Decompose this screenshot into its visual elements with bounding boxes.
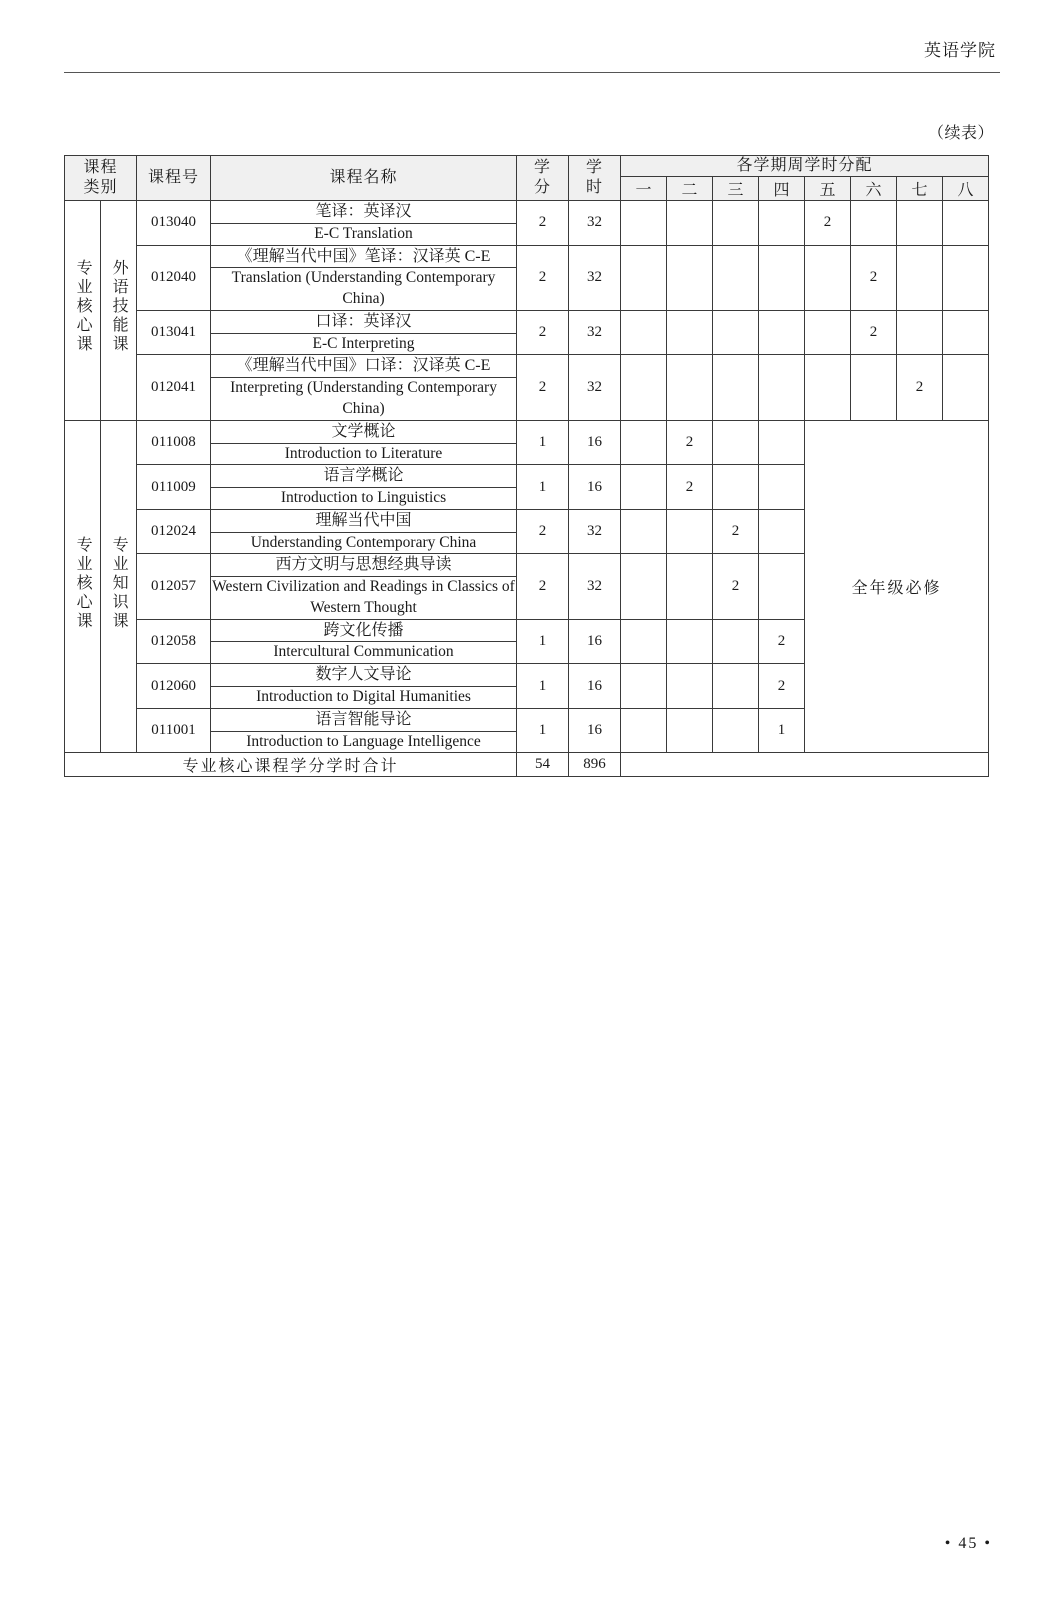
course-term-8 [943, 245, 989, 310]
course-hours: 32 [569, 310, 621, 355]
header-category [65, 156, 137, 201]
course-term-2 [667, 619, 713, 664]
course-hours: 32 [569, 355, 621, 420]
course-term-7 [897, 201, 943, 246]
course-term-1 [621, 554, 667, 619]
header-credit-line1: 学 [534, 159, 552, 176]
course-term-6: 2 [851, 310, 897, 355]
course-credit: 1 [517, 619, 569, 664]
course-term-1 [621, 355, 667, 420]
course-code: 011008 [137, 420, 211, 465]
course-term-3 [713, 619, 759, 664]
course-name-en: Introduction to Literature [211, 443, 517, 465]
course-term-2 [667, 355, 713, 420]
course-term-1 [621, 465, 667, 510]
course-name-en: Introduction to Language Intelligence [211, 731, 517, 753]
course-term-4 [759, 554, 805, 619]
course-term-5 [805, 355, 851, 420]
table-row [65, 201, 989, 224]
course-credit: 2 [517, 201, 569, 246]
course-code: 011009 [137, 465, 211, 510]
continued-table-label: （续表） [927, 125, 994, 142]
group-merged-note: 全年级必修 [805, 420, 989, 753]
course-name-cn: 文学概论 [211, 420, 517, 443]
course-name-cn: 口译：英译汉 [211, 310, 517, 333]
course-name-en: Intercultural Communication [211, 642, 517, 664]
header-hours-line2: 时 [586, 179, 604, 196]
course-term-3 [713, 708, 759, 753]
course-term-1 [621, 420, 667, 465]
course-code: 012058 [137, 619, 211, 664]
course-term-1 [621, 664, 667, 709]
course-term-5 [805, 245, 851, 310]
course-name-en: Introduction to Linguistics [211, 488, 517, 510]
course-term-7 [897, 245, 943, 310]
course-term-8 [943, 310, 989, 355]
course-term-3: 2 [713, 554, 759, 619]
header-course-code: 课程号 [137, 156, 211, 201]
course-name-cn: 《理解当代中国》口译：汉译英 C-E [211, 355, 517, 378]
course-term-5: 2 [805, 201, 851, 246]
course-credit: 2 [517, 509, 569, 554]
course-name-cn: 语言学概论 [211, 465, 517, 488]
course-term-2 [667, 201, 713, 246]
table-body [65, 201, 989, 777]
course-term-5 [805, 310, 851, 355]
header-credit [517, 156, 569, 201]
course-term-3 [713, 245, 759, 310]
course-name-en: Understanding Contemporary China [211, 532, 517, 554]
course-term-3 [713, 201, 759, 246]
course-term-1 [621, 619, 667, 664]
course-credit: 1 [517, 664, 569, 709]
course-term-8 [943, 355, 989, 420]
header-divider [64, 72, 1000, 73]
course-credit: 2 [517, 554, 569, 619]
course-term-1 [621, 245, 667, 310]
course-term-2 [667, 310, 713, 355]
header-hours-line1: 学 [586, 159, 604, 176]
course-term-3: 2 [713, 509, 759, 554]
course-name-en: E-C Interpreting [211, 333, 517, 355]
course-term-6 [851, 355, 897, 420]
table-row [65, 310, 989, 333]
table-row [65, 355, 989, 378]
course-code: 012024 [137, 509, 211, 554]
header-term-4: 四 [759, 177, 805, 201]
course-code: 012060 [137, 664, 211, 709]
course-code: 011001 [137, 708, 211, 753]
course-code: 012040 [137, 245, 211, 310]
course-term-2 [667, 554, 713, 619]
course-code: 012057 [137, 554, 211, 619]
course-name-en: Interpreting (Understanding Contemporary China) [211, 378, 517, 421]
course-name-cn: 《理解当代中国》笔译：汉译英 C-E [211, 245, 517, 268]
course-term-3 [713, 355, 759, 420]
course-credit: 1 [517, 708, 569, 753]
table-head-row-1 [65, 156, 989, 177]
course-credit: 1 [517, 420, 569, 465]
course-credit: 1 [517, 465, 569, 510]
header-category-line2: 类别 [83, 179, 118, 196]
course-term-4: 2 [759, 619, 805, 664]
course-term-2 [667, 245, 713, 310]
course-hours: 16 [569, 664, 621, 709]
course-credit: 2 [517, 355, 569, 420]
course-term-4 [759, 201, 805, 246]
course-hours: 16 [569, 619, 621, 664]
group-subcategory-1: 外语技能课 [101, 201, 137, 421]
course-term-2 [667, 708, 713, 753]
header-term-8: 八 [943, 177, 989, 201]
total-terms-empty [621, 753, 989, 777]
course-term-3 [713, 664, 759, 709]
course-term-4 [759, 310, 805, 355]
header-term-2: 二 [667, 177, 713, 201]
course-term-3 [713, 465, 759, 510]
course-code: 013041 [137, 310, 211, 355]
course-hours: 16 [569, 708, 621, 753]
course-term-1 [621, 201, 667, 246]
course-hours: 32 [569, 554, 621, 619]
course-hours: 16 [569, 420, 621, 465]
course-term-2 [667, 664, 713, 709]
course-term-2: 2 [667, 465, 713, 510]
course-term-1 [621, 310, 667, 355]
course-term-4 [759, 465, 805, 510]
course-code: 013040 [137, 201, 211, 246]
course-term-4: 1 [759, 708, 805, 753]
table-row [65, 420, 989, 443]
header-credit-line2: 分 [534, 179, 552, 196]
course-term-4 [759, 355, 805, 420]
header-term-5: 五 [805, 177, 851, 201]
course-term-7 [897, 310, 943, 355]
course-code: 012041 [137, 355, 211, 420]
table-total-row [65, 753, 989, 777]
course-term-4 [759, 509, 805, 554]
course-term-3 [713, 420, 759, 465]
total-hours: 896 [569, 753, 621, 777]
course-term-6: 2 [851, 245, 897, 310]
curriculum-table [64, 155, 989, 777]
course-term-2: 2 [667, 420, 713, 465]
course-name-cn: 西方文明与思想经典导读 [211, 554, 517, 577]
header-course-name: 课程名称 [211, 156, 517, 201]
group-category-1: 专业核心课 [65, 201, 101, 421]
course-term-4: 2 [759, 664, 805, 709]
course-term-7: 2 [897, 355, 943, 420]
header-term-7: 七 [897, 177, 943, 201]
course-name-en: Western Civilization and Readings in Classics of Western Thought [211, 577, 517, 620]
header-term-6: 六 [851, 177, 897, 201]
course-name-cn: 理解当代中国 [211, 509, 517, 532]
course-name-cn: 数字人文导论 [211, 664, 517, 687]
header-terms-group: 各学期周学时分配 [621, 156, 989, 177]
table-head [65, 156, 989, 201]
table-row [65, 245, 989, 268]
header-term-3: 三 [713, 177, 759, 201]
course-term-8 [943, 201, 989, 246]
course-hours: 32 [569, 509, 621, 554]
header-term-1: 一 [621, 177, 667, 201]
course-term-6 [851, 201, 897, 246]
header-hours [569, 156, 621, 201]
page-header-institution: 英语学院 [924, 41, 996, 60]
course-term-3 [713, 310, 759, 355]
course-hours: 16 [569, 465, 621, 510]
course-name-cn: 跨文化传播 [211, 619, 517, 642]
total-credit: 54 [517, 753, 569, 777]
course-credit: 2 [517, 245, 569, 310]
total-label: 专业核心课程学分学时合计 [65, 753, 517, 777]
course-term-2 [667, 509, 713, 554]
course-term-1 [621, 708, 667, 753]
course-name-en: Introduction to Digital Humanities [211, 687, 517, 709]
course-name-cn: 语言智能导论 [211, 708, 517, 731]
course-name-en: Translation (Understanding Contemporary China) [211, 268, 517, 311]
course-name-en: E-C Translation [211, 223, 517, 245]
page-number: • 45 • [944, 1535, 992, 1552]
group-subcategory-2: 专业知识课 [101, 420, 137, 753]
group-category-2: 专业核心课 [65, 420, 101, 753]
course-credit: 2 [517, 310, 569, 355]
course-name-cn: 笔译：英译汉 [211, 201, 517, 224]
course-term-4 [759, 420, 805, 465]
header-category-line1: 课程 [83, 159, 118, 176]
course-term-4 [759, 245, 805, 310]
course-hours: 32 [569, 201, 621, 246]
course-term-1 [621, 509, 667, 554]
course-hours: 32 [569, 245, 621, 310]
